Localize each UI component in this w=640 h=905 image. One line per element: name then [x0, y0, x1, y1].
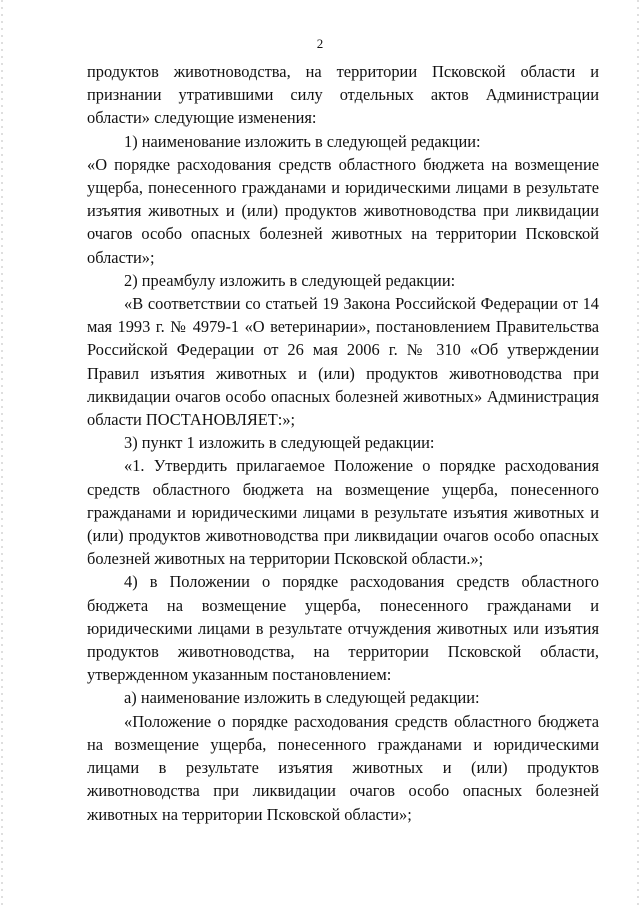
- paragraph-intro: продуктов животноводства, на территории Псковской области и признании утратившими силу отдельных актов Администрации области» следующие изменения:: [87, 62, 599, 128]
- paragraph-item-1: 1) наименование изложить в следующей редакции:: [124, 131, 481, 151]
- scan-edge-right: [637, 0, 639, 905]
- paragraph-regulation-title: «Положение о порядке расходования средств областного бюджета на возмещение ущерба, понесенного гражданами и юридическими лицами в результате изъятия животных и (или) продуктов животноводства при ликвидации очагов особо опасных болезней животных на территории Псковской области»;: [87, 711, 599, 824]
- page-number: 2: [316, 36, 324, 51]
- document-body: [87, 60, 599, 826]
- paragraph-subitem-a: а) наименование изложить в следующей редакции:: [124, 688, 480, 708]
- paragraph-item-3: 3) пункт 1 изложить в следующей редакции:: [124, 433, 435, 453]
- paragraph-item-2: 2) преамбулу изложить в следующей редакции:: [124, 270, 456, 290]
- scan-edge-left: [1, 0, 3, 905]
- paragraph-point-1: «1. Утвердить прилагаемое Положение о порядке расходования средств областного бюджета на возмещение ущерба, понесенного гражданами и юридическими лицами в результате изъятия животных и (или) продуктов животноводства при ликвидации очагов особо опасных болезней животных на территории Псковской области.»;: [87, 456, 599, 569]
- paragraph-preamble: «В соответствии со статьей 19 Закона Российской Федерации от 14 мая 1993 г. № 4979-1 «О ветеринарии», постановлением Правительства Российской Федерации от 26 мая 2006 г. № 310 «Об утверждении Правил изъятия животных и (или) продуктов животноводства при ликвидации очагов особо опасных болезней животных» Администрация области ПОСТАНОВЛЯЕТ:»;: [87, 294, 599, 430]
- paragraph-new-title: «О порядке расходования средств областного бюджета на возмещение ущерба, понесенного гражданами и юридическими лицами в результате изъятия животных и (или) продуктов животноводства при ликвидации очагов особо опасных болезней животных на территории Псковской области»;: [87, 154, 599, 267]
- paragraph-item-4: 4) в Положении о порядке расходования средств областного бюджета на возмещение ущерба, понесенного гражданами и юридическими лицами в результате отчуждения животных или изъятия продуктов животноводства, на территории Псковской области, утвержденном указанным постановлением:: [87, 572, 599, 685]
